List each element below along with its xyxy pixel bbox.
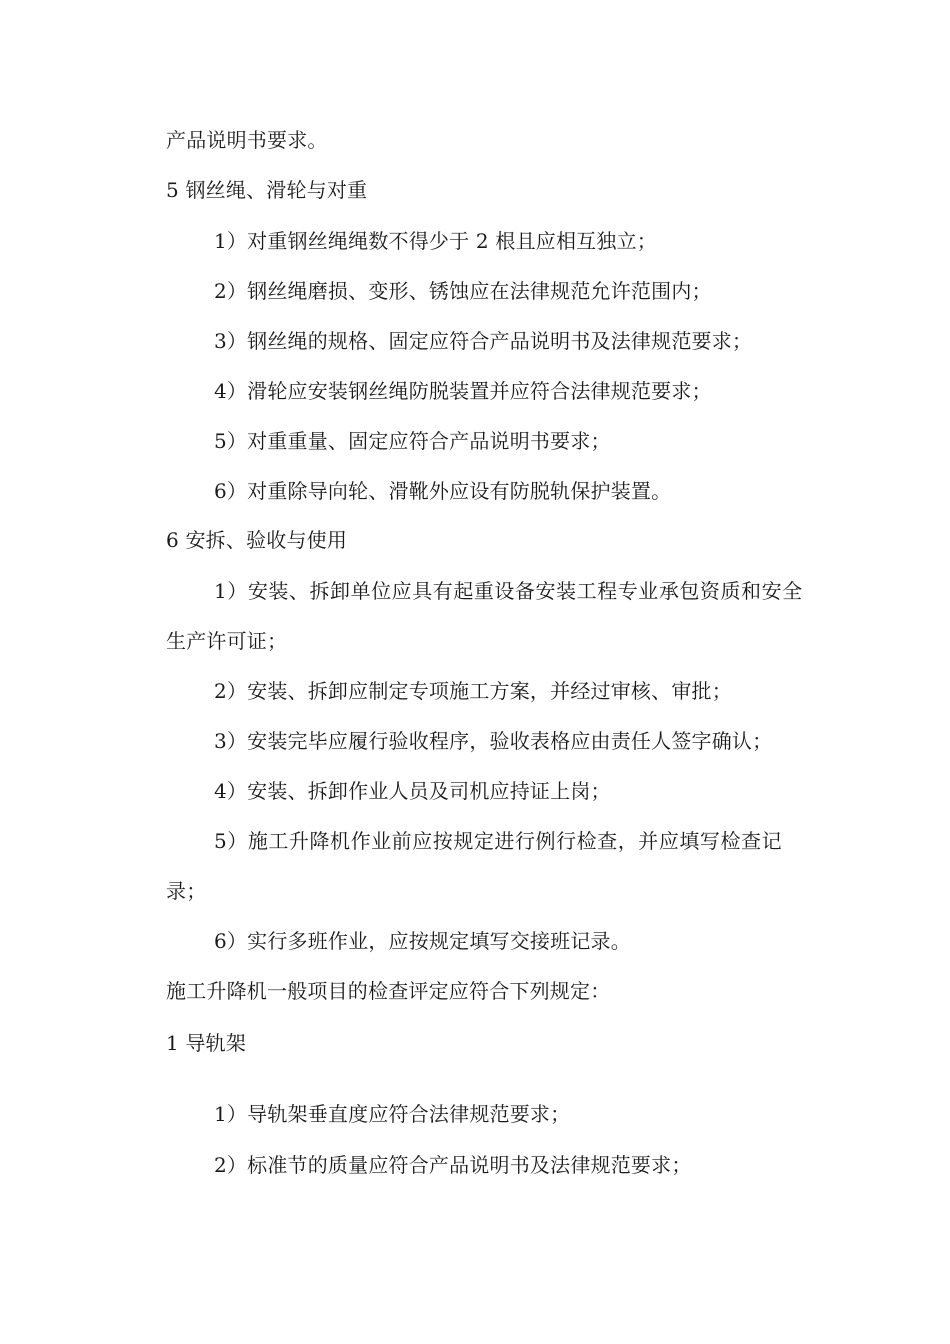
section-heading-1: 1 导轨架 bbox=[166, 1031, 247, 1055]
list-item: 3）安装完毕应履行验收程序，验收表格应由责任人签字确认； bbox=[214, 729, 773, 753]
list-item: 2）钢丝绳磨损、变形、锈蚀应在法律规范允许范围内； bbox=[214, 279, 712, 303]
list-item: 6）对重除导向轮、滑靴外应设有防脱轨保护装置。 bbox=[214, 479, 672, 503]
list-item: 4）安装、拆卸作业人员及司机应持证上岗； bbox=[214, 779, 611, 803]
section-heading-5: 5 钢丝绳、滑轮与对重 bbox=[166, 178, 368, 202]
list-item: 3）钢丝绳的规格、固定应符合产品说明书及法律规范要求； bbox=[214, 329, 753, 353]
list-item: 1）导轨架垂直度应符合法律规范要求； bbox=[214, 1102, 571, 1126]
list-item: 6）实行多班作业，应按规定填写交接班记录。 bbox=[214, 929, 631, 953]
list-item: 2）标准节的质量应符合产品说明书及法律规范要求； bbox=[214, 1153, 692, 1177]
list-item-continuation: 生产许可证； bbox=[166, 629, 288, 653]
list-item: 2）安装、拆卸应制定专项施工方案，并经过审核、审批； bbox=[214, 679, 732, 703]
list-item: 5）对重重量、固定应符合产品说明书要求； bbox=[214, 429, 611, 453]
paragraph: 施工升降机一般项目的检查评定应符合下列规定： bbox=[166, 979, 611, 1003]
list-item: 5）施工升降机作业前应按规定进行例行检查，并应填写检查记 bbox=[214, 829, 783, 853]
list-item-continuation: 录； bbox=[166, 879, 207, 903]
list-item: 4）滑轮应安装钢丝绳防脱装置并应符合法律规范要求； bbox=[214, 379, 712, 403]
paragraph-continuation: 产品说明书要求。 bbox=[166, 128, 328, 152]
list-item: 1）对重钢丝绳绳数不得少于 2 根且应相互独立； bbox=[214, 229, 657, 253]
section-heading-6: 6 安拆、验收与使用 bbox=[166, 528, 348, 552]
list-item: 1）安装、拆卸单位应具有起重设备安装工程专业承包资质和安全 bbox=[214, 579, 803, 603]
